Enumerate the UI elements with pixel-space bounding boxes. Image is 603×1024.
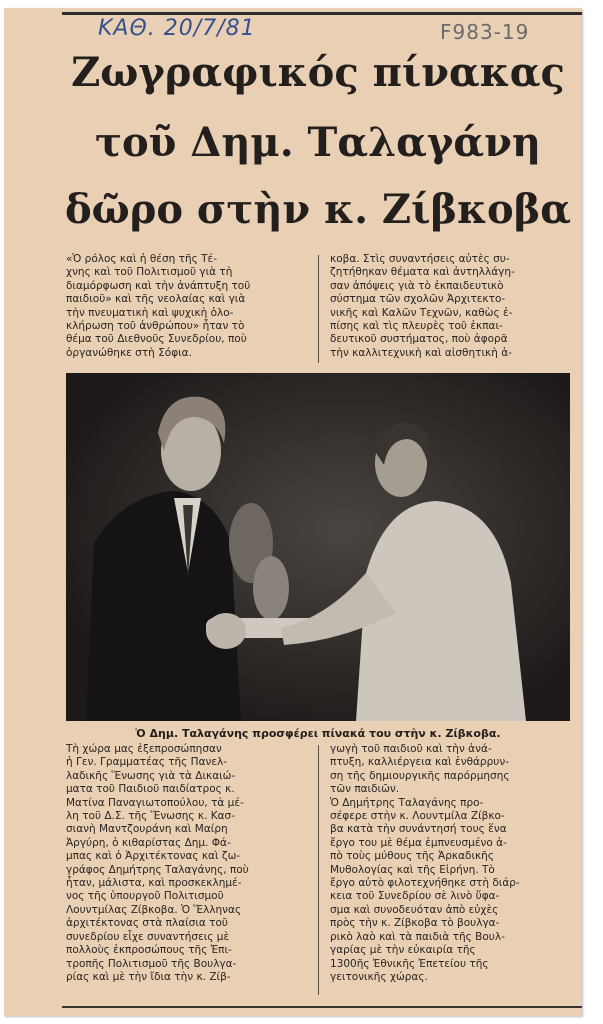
text-line: Λουντμίλας Ζίβκοβα. Ὁ Ἕλληνας [66,903,242,916]
intro-column-left [66,253,306,360]
text-line: διαμόρφωση καὶ τὴν ἀνάπτυξη τοῦ [66,279,251,292]
text-line: μπας καὶ ὁ Ἀρχιτέκτονας καὶ ζω- [66,850,241,863]
text-line: πτυξη, καλλιέργεια καὶ ἐνθάρρυν- [330,756,509,769]
text-line: θέμα τοῦ Διεθνοῦς Συνεδρίου, ποὺ [66,333,247,346]
text-line: ζητήθηκαν θέματα καὶ ἀντηλλάγη- [330,266,515,279]
text-line: ση τῆς δημιουργικῆς παρόρμησης [330,769,510,782]
text-line: ἀρχιτέκτονας στὰ πλαίσια τοῦ [66,917,228,930]
text-line: σαν ἀπόψεις γιὰ τὸ ἐκπαιδευτικὸ [330,279,504,292]
bottom-rule [62,1006,582,1008]
text-line: ματα τοῦ Παιδιοῦ παιδίατρος κ. [66,783,235,796]
text-line: νος τῆς ὑπουργοῦ Πολιτισμοῦ [66,890,224,903]
news-photo [66,373,570,721]
text-line: παιδιοῦ» καὶ τῆς νεολαίας καὶ γιὰ [66,293,246,306]
text-line: γωγὴ τοῦ παιδιοῦ καὶ τὴν ἀνά- [330,743,492,755]
text-line: τὴν καλλιτεχνικὴ καὶ αἰσθητικὴ ἀ- [330,346,512,359]
text-line: τὴν πνευματικὴ καὶ ψυχικὴ ὁλο- [66,306,234,319]
text-line: ἡ Γεν. Γραμματέας τῆς Πανελ- [66,756,228,769]
text-line: Ὁ Δημήτρης Ταλαγάνης προ- [330,796,484,809]
text-line: ρίας καὶ μὲ τὴν ἴδια τὴν κ. Ζίβ- [66,970,231,983]
text-line: πολλοὺς ἐκπροσώπους τῆς Ἐπι- [66,944,232,957]
photo-illustration [66,373,570,721]
text-line: τροπῆς Πολιτισμοῦ τῆς Βουλγα- [66,957,237,970]
text-line: ὀργανώθηκε στὴ Σόφια. [66,346,192,359]
body-column-left [66,743,306,984]
text-line: ἦταν, μάλιστα, καὶ προσκεκλημέ- [66,877,242,890]
column-divider [318,255,319,363]
text-line: πὸ τοὺς μύθους τῆς Ἀρκαδικῆς [330,850,495,863]
text-line: δευτικοῦ συστήματος, ποὺ ἀφορᾶ [330,333,508,346]
text-line: χνης καὶ τοῦ Πολιτισμοῦ γιὰ τὴ [66,266,233,279]
text-line: ἔργο του μὲ θέμα ἐμπνευσμένο ἀ- [330,836,507,849]
text-line: πρὸς τὴν κ. Ζίβκοβα τὸ βουλγα- [330,917,500,930]
text-line: γειτονικῆς χώρας. [330,970,428,983]
text-line: κλήρωση τοῦ ἀνθρώπου» ἦταν τὸ [66,320,245,333]
text-line: τῶν παιδιῶν. [330,783,400,796]
text-line: Μυθολογίας καὶ τῆς Εἰρήνη. Τὸ [330,863,495,876]
text-line: βα κατὰ τὴν συνάντησή τους ἕνα [330,823,507,836]
archive-code: F983-19 [440,20,530,44]
text-line: σμα καὶ συνοδευόταν ἀπὸ εὐχὲς [330,903,499,916]
text-line: Ματίνα Παναγιωτοπούλου, τὰ μέ- [66,796,244,809]
intro-column-right [330,253,570,360]
text-line: νικῆς καὶ Καλῶν Τεχνῶν, καθὼς ἐ- [330,306,513,319]
text-line: γαρίας μὲ τὴν εὐκαιρία τῆς [330,944,476,957]
text-line: σιανὴ Μαντζουράνη καὶ Μαίρη [66,823,228,836]
photo-caption: Ὁ Δημ. Ταλαγάνης προσφέρει πίνακά του στὴν κ. Ζίβκοβα. [135,727,501,740]
body-column-right [330,743,570,984]
text-line: Τὴ χώρα μας ἐξεπροσώπησαν [66,743,222,755]
text-line: σύστημα τῶν σχολῶν Ἀρχιτεκτο- [330,293,506,306]
text-line: συνεδρίου εἶχε συναντήσεις μὲ [66,930,230,943]
headline-line-1: Ζωγραφικός πίνακας [71,49,565,96]
text-line: πίσης καὶ τὶς πλευρὲς τοῦ ἐκπαι- [330,320,503,333]
text-line: σέφερε στὴν κ. Λουντμίλα Ζίβκο- [330,810,505,823]
text-line: λη τοῦ Δ.Σ. τῆς Ἕνωσης κ. Κασ- [66,810,235,823]
headline-line-3: δῶρο στὴν κ. Ζίβκοβα [64,186,572,233]
text-line: λαδικῆς Ἕνωσης γιὰ τὰ Δικαιώ- [66,769,236,782]
text-line: ἔργο αὐτὸ φιλοτεχνήθηκε στὴ διάρ- [330,877,520,890]
text-line: κεια τοῦ Συνεδρίου σὲ λινὸ ὕφα- [330,890,500,903]
text-line: 1300ῆς Ἐθνικῆς Ἐπετείου τῆς [330,957,489,970]
text-line: κοβα. Στὶς συναντήσεις αὐτὲς συ- [330,253,510,265]
handwritten-date: ΚΑΘ. 20/7/81 [98,16,256,41]
text-line: γράφος Δημήτρης Ταλαγάνης, ποὺ [66,863,249,876]
column-divider [318,745,319,995]
top-rule [62,12,582,15]
text-line: «Ὁ ρόλος καὶ ἡ θέση τῆς Τέ- [66,253,217,265]
text-line: ρικὸ λαὸ καὶ τὰ παιδιὰ τῆς Βουλ- [330,930,505,943]
headline-line-2: τοῦ Δημ. Ταλαγάνη [95,119,541,166]
text-line: Ἀργύρη, ὁ κιθαρίστας Δημ. Φά- [66,836,231,849]
